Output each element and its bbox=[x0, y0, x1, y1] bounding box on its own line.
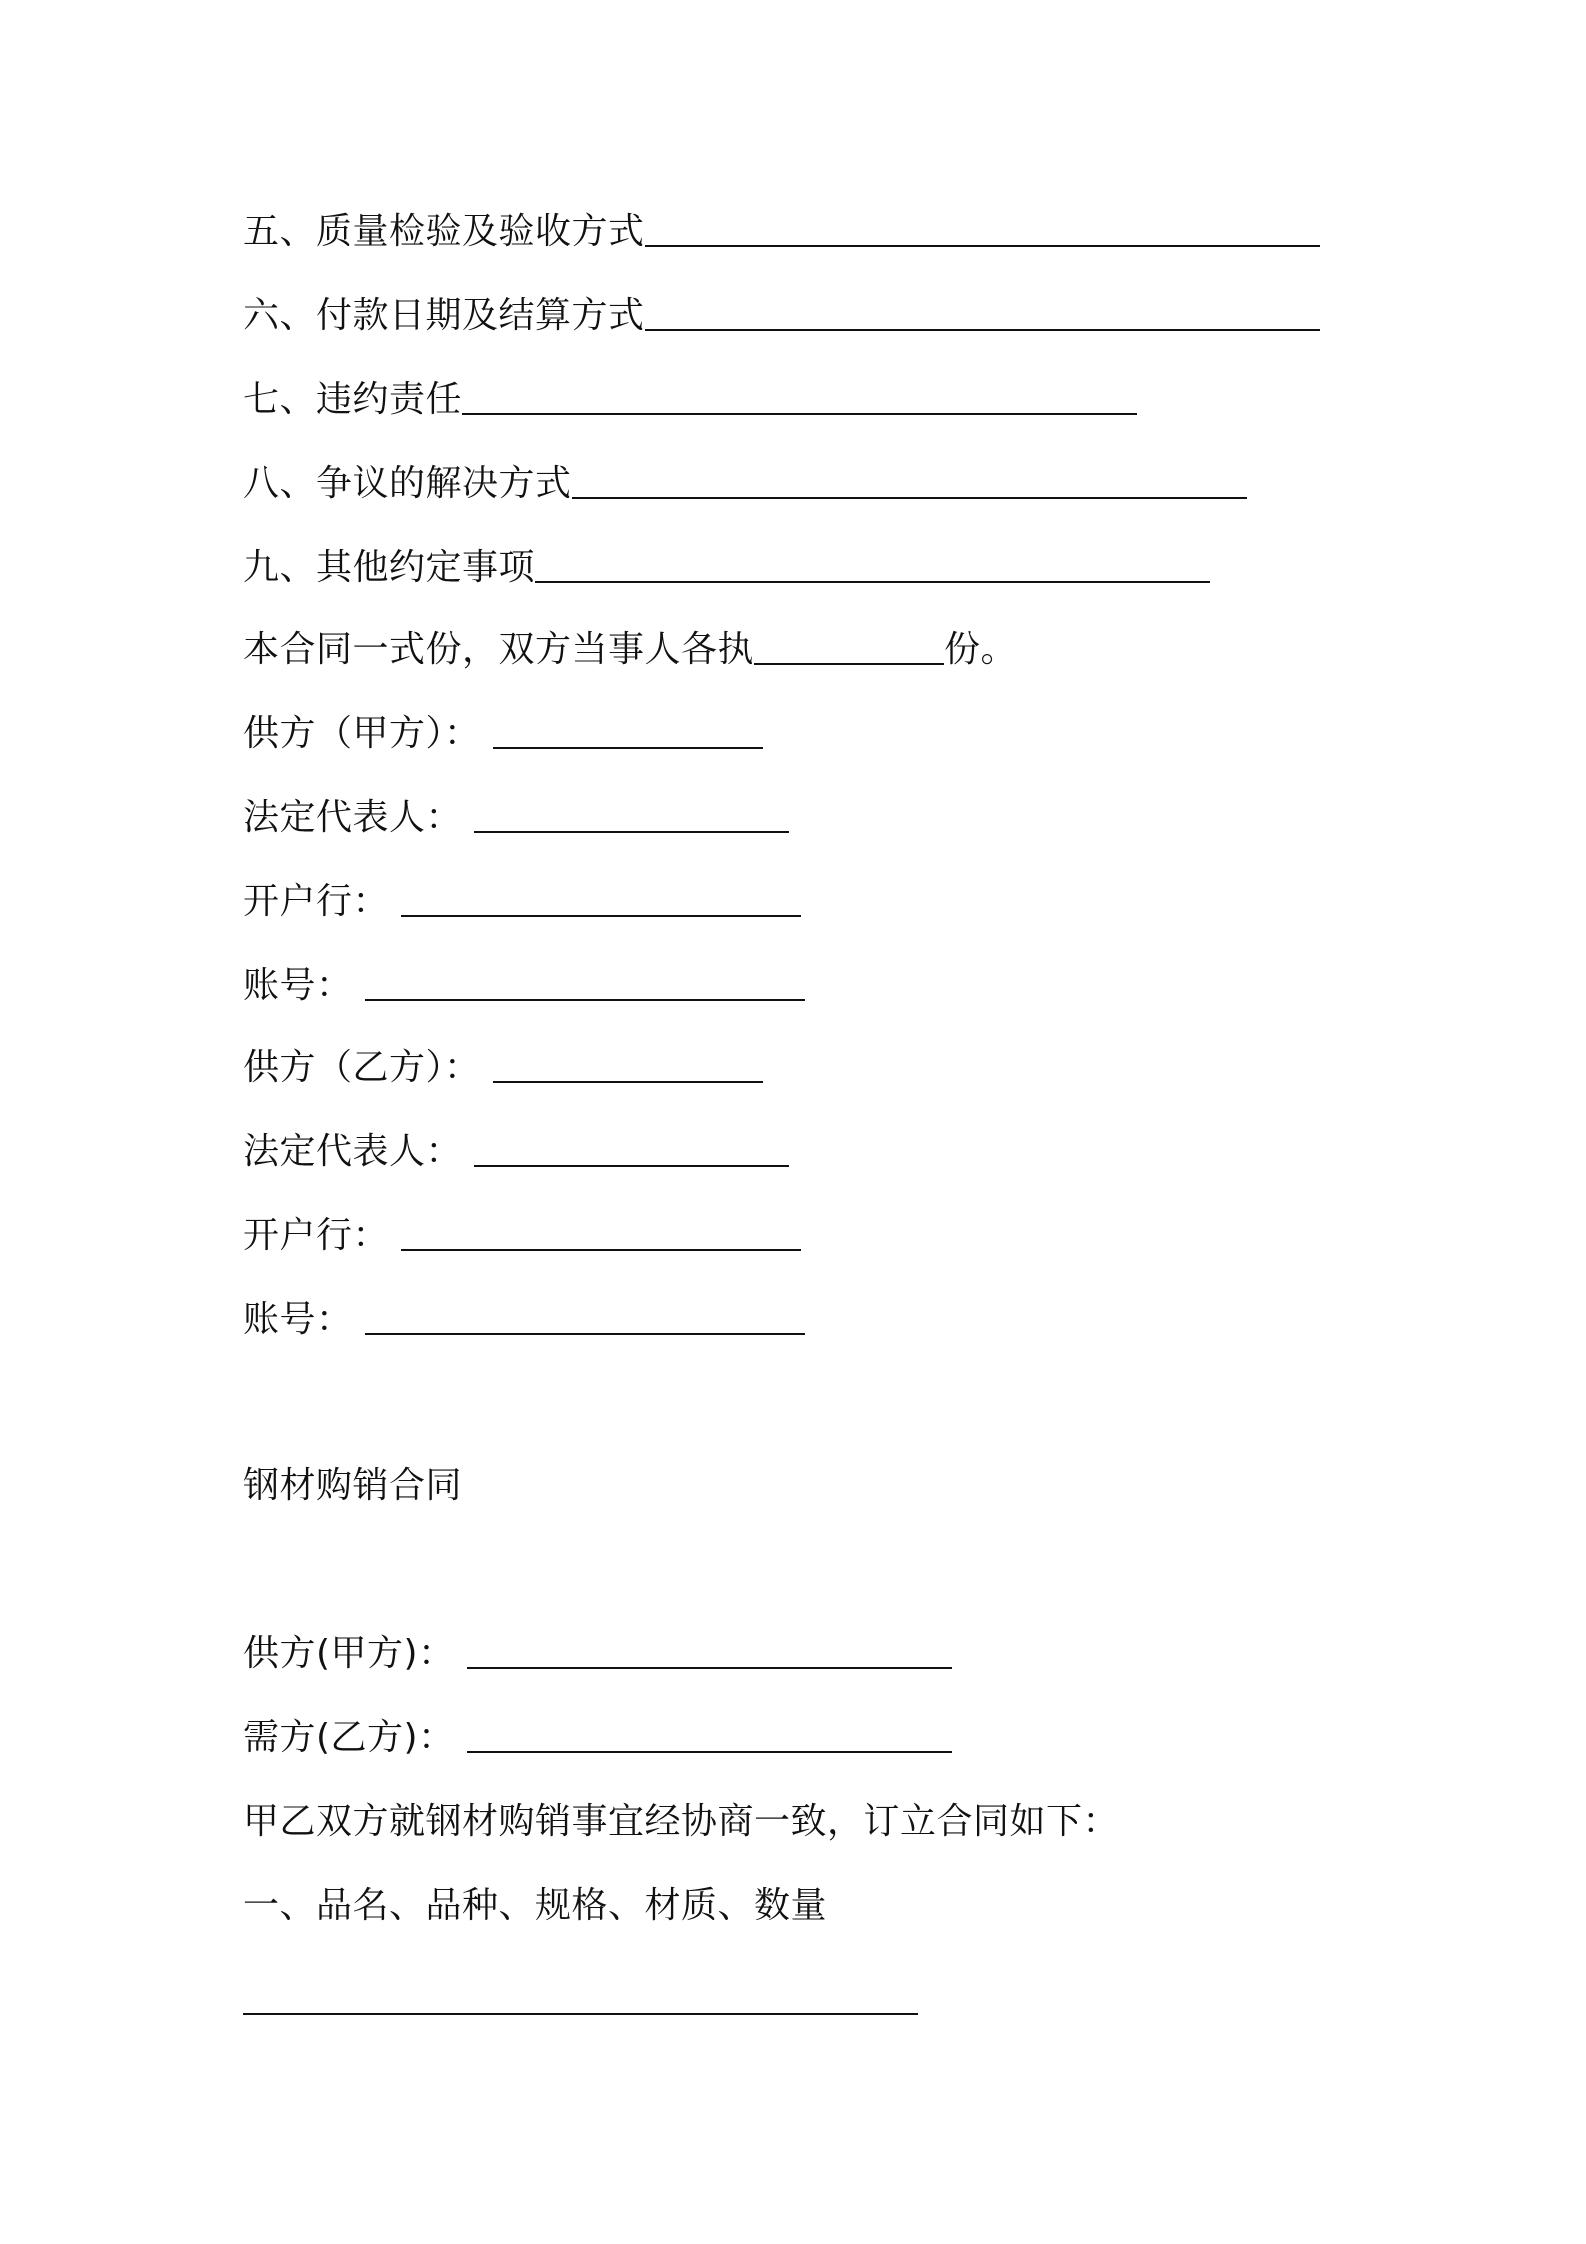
party-b-account-line bbox=[243, 1294, 805, 1346]
party-b-supplier-label: 供方（乙方）： bbox=[243, 1047, 481, 1088]
party-a-supplier-blank[interactable] bbox=[493, 747, 763, 749]
party-b-bank-line bbox=[243, 1210, 801, 1262]
party-a-account-line bbox=[243, 960, 805, 1012]
party-a-legal-rep-label: 法定代表人： bbox=[243, 797, 463, 838]
clause-9-blank[interactable] bbox=[535, 581, 1210, 583]
clause-5-line bbox=[243, 206, 1320, 258]
party-b-legal-rep-line bbox=[243, 1126, 789, 1178]
second-contract-intro: 甲乙双方就钢材购销事宜经协商一致，订立合同如下： bbox=[243, 1801, 1120, 1842]
party-b-supplier-line bbox=[243, 1042, 763, 1094]
party-b-bank-label: 开户行： bbox=[243, 1215, 390, 1256]
party-a-supplier-line bbox=[243, 708, 763, 760]
party-a-supplier-label: 供方（甲方）： bbox=[243, 713, 481, 754]
copies-suffix: 份。 bbox=[944, 629, 1018, 670]
clause-7-blank[interactable] bbox=[462, 413, 1137, 415]
clause-8-line bbox=[243, 458, 1247, 510]
second-contract-title: 钢材购销合同 bbox=[243, 1465, 463, 1506]
clause-6-label: 六、付款日期及结算方式 bbox=[243, 295, 645, 336]
clause-9-line bbox=[243, 542, 1210, 594]
second-contract-item1-line bbox=[243, 1880, 827, 1932]
copies-prefix: 本合同一式份，双方当事人各执 bbox=[243, 629, 755, 670]
party-a-bank-line bbox=[243, 876, 801, 928]
clause-5-blank[interactable] bbox=[645, 245, 1320, 247]
party-b-bank-blank[interactable] bbox=[401, 1249, 801, 1251]
second-contract-demander-blank[interactable] bbox=[467, 1751, 952, 1753]
copies-blank[interactable] bbox=[754, 663, 944, 665]
party-b-supplier-blank[interactable] bbox=[493, 1081, 763, 1083]
clause-5-label: 五、质量检验及验收方式 bbox=[243, 211, 645, 252]
second-contract-demander-label: 需方(乙方)： bbox=[243, 1717, 455, 1758]
second-contract-title-line bbox=[243, 1460, 462, 1512]
party-b-account-blank[interactable] bbox=[365, 1333, 805, 1335]
clause-6-line bbox=[243, 290, 1320, 342]
party-a-legal-rep-blank[interactable] bbox=[474, 831, 789, 833]
clause-8-label: 八、争议的解决方式 bbox=[243, 463, 572, 504]
second-contract-supplier-blank[interactable] bbox=[467, 1667, 952, 1669]
second-contract-supplier-label: 供方(甲方)： bbox=[243, 1633, 455, 1674]
party-a-legal-rep-line bbox=[243, 792, 789, 844]
second-contract-item1-blank-line bbox=[243, 1974, 918, 2026]
clause-9-label: 九、其他约定事项 bbox=[243, 547, 536, 588]
party-a-account-label: 账号： bbox=[243, 965, 353, 1006]
clause-6-blank[interactable] bbox=[645, 329, 1320, 331]
party-b-legal-rep-label: 法定代表人： bbox=[243, 1131, 463, 1172]
party-b-account-label: 账号： bbox=[243, 1299, 353, 1340]
party-a-bank-label: 开户行： bbox=[243, 881, 390, 922]
second-contract-demander-line bbox=[243, 1712, 952, 1764]
party-a-account-blank[interactable] bbox=[365, 999, 805, 1001]
party-a-bank-blank[interactable] bbox=[401, 915, 801, 917]
second-contract-supplier-line bbox=[243, 1628, 952, 1680]
clause-7-label: 七、违约责任 bbox=[243, 379, 463, 420]
second-contract-intro-line bbox=[243, 1796, 1119, 1848]
second-contract-item1-blank[interactable] bbox=[243, 2013, 918, 2015]
clause-8-blank[interactable] bbox=[572, 497, 1247, 499]
party-b-legal-rep-blank[interactable] bbox=[474, 1165, 789, 1167]
second-contract-item1: 一、品名、品种、规格、材质、数量 bbox=[243, 1885, 828, 1926]
clause-7-line bbox=[243, 374, 1137, 426]
copies-line bbox=[243, 624, 1017, 676]
